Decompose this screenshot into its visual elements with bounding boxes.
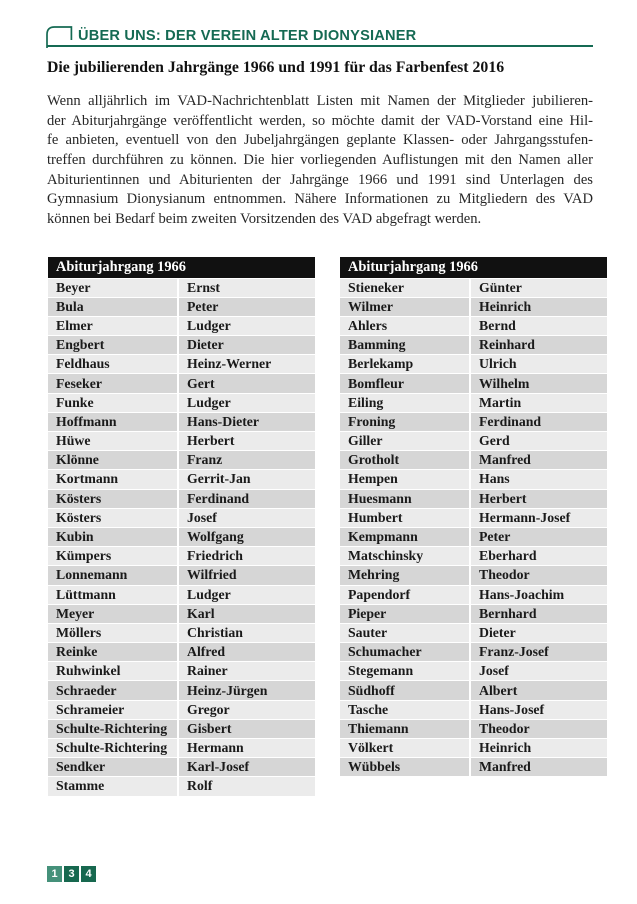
surname-cell: Grotholt [340, 451, 471, 469]
surname-cell: Funke [48, 394, 179, 412]
surname-cell: Lüttmann [48, 586, 179, 604]
table-row [340, 298, 607, 317]
surname-cell: Bomfleur [340, 374, 471, 392]
firstname-cell: Ferdinand [471, 413, 607, 431]
firstname-cell: Eberhard [471, 547, 607, 565]
surname-cell: Engbert [48, 336, 179, 354]
table-row [48, 681, 315, 700]
paragraph-line: können bei Bedarf beim zweiten Vorsitzenden des VAD abgefragt werden. [47, 211, 482, 228]
surname-cell: Sendker [48, 758, 179, 776]
surname-cell: Hoffmann [48, 413, 179, 431]
table-row [48, 528, 315, 547]
paragraph-line: fe anbieten, eventuell von den Jubeljahrgängen geplante Klassen- oder Jahrgangsstufen- [47, 132, 593, 149]
table-row [48, 739, 315, 758]
firstname-cell: Franz [179, 451, 315, 469]
firstname-cell: Hans [471, 470, 607, 488]
table-row [340, 643, 607, 662]
surname-cell: Kümpers [48, 547, 179, 565]
firstname-cell: Gerd [471, 432, 607, 450]
firstname-cell: Herbert [471, 490, 607, 508]
surname-cell: Papendorf [340, 586, 471, 604]
surname-cell: Hüwe [48, 432, 179, 450]
surname-cell: Schraeder [48, 681, 179, 699]
surname-cell: Stieneker [340, 279, 471, 297]
surname-cell: Kubin [48, 528, 179, 546]
table-row [48, 566, 315, 585]
paragraph-line: der Abiturjahrgänge veröffentlicht werden, so möchte damit der VAD-Vorstand eine Hil- [47, 112, 593, 129]
surname-cell: Giller [340, 432, 471, 450]
firstname-cell: Martin [471, 394, 607, 412]
table-row [48, 643, 315, 662]
firstname-cell: Heinrich [471, 298, 607, 316]
table-row [340, 624, 607, 643]
surname-cell: Mehring [340, 566, 471, 584]
firstname-cell: Albert [471, 681, 607, 699]
surname-cell: Huesmann [340, 490, 471, 508]
surname-cell: Kösters [48, 490, 179, 508]
firstname-cell: Ernst [179, 279, 315, 297]
table-row [48, 470, 315, 489]
surname-cell: Kortmann [48, 470, 179, 488]
firstname-cell: Bernhard [471, 605, 607, 623]
surname-cell: Kempmann [340, 528, 471, 546]
firstname-cell: Rainer [179, 662, 315, 680]
table-row [48, 413, 315, 432]
table-row [340, 413, 607, 432]
firstname-cell: Herbert [179, 432, 315, 450]
firstname-cell: Ludger [179, 317, 315, 335]
table-row [48, 490, 315, 509]
table-row [340, 451, 607, 470]
firstname-cell: Gerrit-Jan [179, 470, 315, 488]
firstname-cell: Franz-Josef [471, 643, 607, 661]
firstname-cell: Theodor [471, 566, 607, 584]
page-title: ÜBER UNS: DER VEREIN ALTER DIONYSIANER [78, 28, 417, 44]
table-row [340, 681, 607, 700]
firstname-cell: Heinz-Jürgen [179, 681, 315, 699]
surname-cell: Feldhaus [48, 355, 179, 373]
firstname-cell: Karl [179, 605, 315, 623]
table-row [48, 432, 315, 451]
table-row [48, 758, 315, 777]
table-row [48, 624, 315, 643]
firstname-cell: Hans-Dieter [179, 413, 315, 431]
table-header: Abiturjahrgang 1966 [340, 257, 607, 279]
table-row [340, 374, 607, 393]
intro-paragraph [47, 92, 593, 230]
firstname-cell: Ulrich [471, 355, 607, 373]
surname-cell: Eiling [340, 394, 471, 412]
table-row [340, 394, 607, 413]
table-row [340, 605, 607, 624]
firstname-cell: Hans-Joachim [471, 586, 607, 604]
surname-cell: Beyer [48, 279, 179, 297]
header-rule [47, 45, 593, 47]
table-row [340, 528, 607, 547]
firstname-cell: Peter [179, 298, 315, 316]
paragraph-line: treffen durchführen zu können. Die hier vorliegenden Auflistungen mit den Namen aller [47, 152, 593, 169]
table-row [48, 662, 315, 681]
firstname-cell: Rolf [179, 777, 315, 795]
surname-cell: Schulte-Richtering [48, 739, 179, 757]
surname-cell: Ruhwinkel [48, 662, 179, 680]
page-number-4[interactable]: 4 [81, 866, 96, 882]
firstname-cell: Gert [179, 374, 315, 392]
surname-cell: Südhoff [340, 681, 471, 699]
table-row [48, 586, 315, 605]
firstname-cell: Ludger [179, 394, 315, 412]
surname-cell: Völkert [340, 739, 471, 757]
firstname-cell: Hermann-Josef [471, 509, 607, 527]
surname-cell: Wübbels [340, 758, 471, 776]
surname-cell: Schrameier [48, 701, 179, 719]
firstname-cell: Heinrich [471, 739, 607, 757]
surname-cell: Thiemann [340, 720, 471, 738]
table-abiturjahrgang-1966-left [48, 257, 315, 797]
firstname-cell: Hermann [179, 739, 315, 757]
table-row [340, 701, 607, 720]
table-row [48, 355, 315, 374]
table-row [48, 451, 315, 470]
surname-cell: Möllers [48, 624, 179, 642]
table-row [340, 739, 607, 758]
surname-cell: Schulte-Richtering [48, 720, 179, 738]
table-row [340, 662, 607, 681]
table-abiturjahrgang-1966-right [340, 257, 607, 777]
surname-cell: Lonnemann [48, 566, 179, 584]
firstname-cell: Gregor [179, 701, 315, 719]
firstname-cell: Reinhard [471, 336, 607, 354]
surname-cell: Stamme [48, 777, 179, 795]
firstname-cell: Josef [179, 509, 315, 527]
table-row [340, 470, 607, 489]
table-row [48, 394, 315, 413]
surname-cell: Elmer [48, 317, 179, 335]
firstname-cell: Peter [471, 528, 607, 546]
table-row [48, 777, 315, 796]
firstname-cell: Wolfgang [179, 528, 315, 546]
firstname-cell: Dieter [471, 624, 607, 642]
firstname-cell: Manfred [471, 758, 607, 776]
table-row [48, 701, 315, 720]
firstname-cell: Bernd [471, 317, 607, 335]
page-number-1[interactable]: 1 [47, 866, 62, 882]
article-subtitle: Die jubilierenden Jahrgänge 1966 und 1991 für das Farbenfest 2016 [47, 59, 505, 76]
table-row [340, 586, 607, 605]
surname-cell: Froning [340, 413, 471, 431]
table-row [48, 720, 315, 739]
table-header: Abiturjahrgang 1966 [48, 257, 315, 279]
table-row [340, 317, 607, 336]
surname-cell: Schumacher [340, 643, 471, 661]
firstname-cell: Wilhelm [471, 374, 607, 392]
surname-cell: Klönne [48, 451, 179, 469]
firstname-cell: Hans-Josef [471, 701, 607, 719]
firstname-cell: Ludger [179, 586, 315, 604]
firstname-cell: Friedrich [179, 547, 315, 565]
table-row [48, 374, 315, 393]
table-row [340, 720, 607, 739]
table-row [48, 279, 315, 298]
surname-cell: Tasche [340, 701, 471, 719]
table-row [340, 566, 607, 585]
firstname-cell: Günter [471, 279, 607, 297]
surname-cell: Reinke [48, 643, 179, 661]
table-row [340, 758, 607, 777]
surname-cell: Meyer [48, 605, 179, 623]
table-row [340, 547, 607, 566]
firstname-cell: Christian [179, 624, 315, 642]
table-row [340, 432, 607, 451]
firstname-cell: Heinz-Werner [179, 355, 315, 373]
surname-cell: Pieper [340, 605, 471, 623]
surname-cell: Feseker [48, 374, 179, 392]
firstname-cell: Theodor [471, 720, 607, 738]
firstname-cell: Gisbert [179, 720, 315, 738]
table-row [48, 605, 315, 624]
surname-cell: Bula [48, 298, 179, 316]
firstname-cell: Karl-Josef [179, 758, 315, 776]
table-row [48, 298, 315, 317]
table-row [340, 490, 607, 509]
page-number-3[interactable]: 3 [64, 866, 79, 882]
surname-cell: Bamming [340, 336, 471, 354]
firstname-cell: Ferdinand [179, 490, 315, 508]
firstname-cell: Josef [471, 662, 607, 680]
surname-cell: Sauter [340, 624, 471, 642]
firstname-cell: Wilfried [179, 566, 315, 584]
table-row [48, 509, 315, 528]
table-row [48, 317, 315, 336]
surname-cell: Berlekamp [340, 355, 471, 373]
surname-cell: Humbert [340, 509, 471, 527]
surname-cell: Wilmer [340, 298, 471, 316]
firstname-cell: Dieter [179, 336, 315, 354]
surname-cell: Kösters [48, 509, 179, 527]
table-row [340, 355, 607, 374]
table-row [340, 336, 607, 355]
table-row [48, 336, 315, 355]
surname-cell: Ahlers [340, 317, 471, 335]
surname-cell: Hempen [340, 470, 471, 488]
pagination [47, 866, 96, 882]
table-row [340, 279, 607, 298]
paragraph-line: Wenn alljährlich im VAD-Nachrichtenblatt Listen mit Namen der Mitglieder jubilieren- [47, 93, 593, 109]
surname-cell: Stegemann [340, 662, 471, 680]
surname-cell: Matschinsky [340, 547, 471, 565]
paragraph-line: Gymnasium Dionysianum entnommen. Nähere Informationen zu Mitgliedern des VAD [47, 191, 593, 208]
table-row [48, 547, 315, 566]
firstname-cell: Alfred [179, 643, 315, 661]
firstname-cell: Manfred [471, 451, 607, 469]
table-row [340, 509, 607, 528]
paragraph-line: Abiturientinnen und Abiturienten der Jahrgänge 1966 und 1991 sind Unterlagen des [47, 171, 593, 188]
